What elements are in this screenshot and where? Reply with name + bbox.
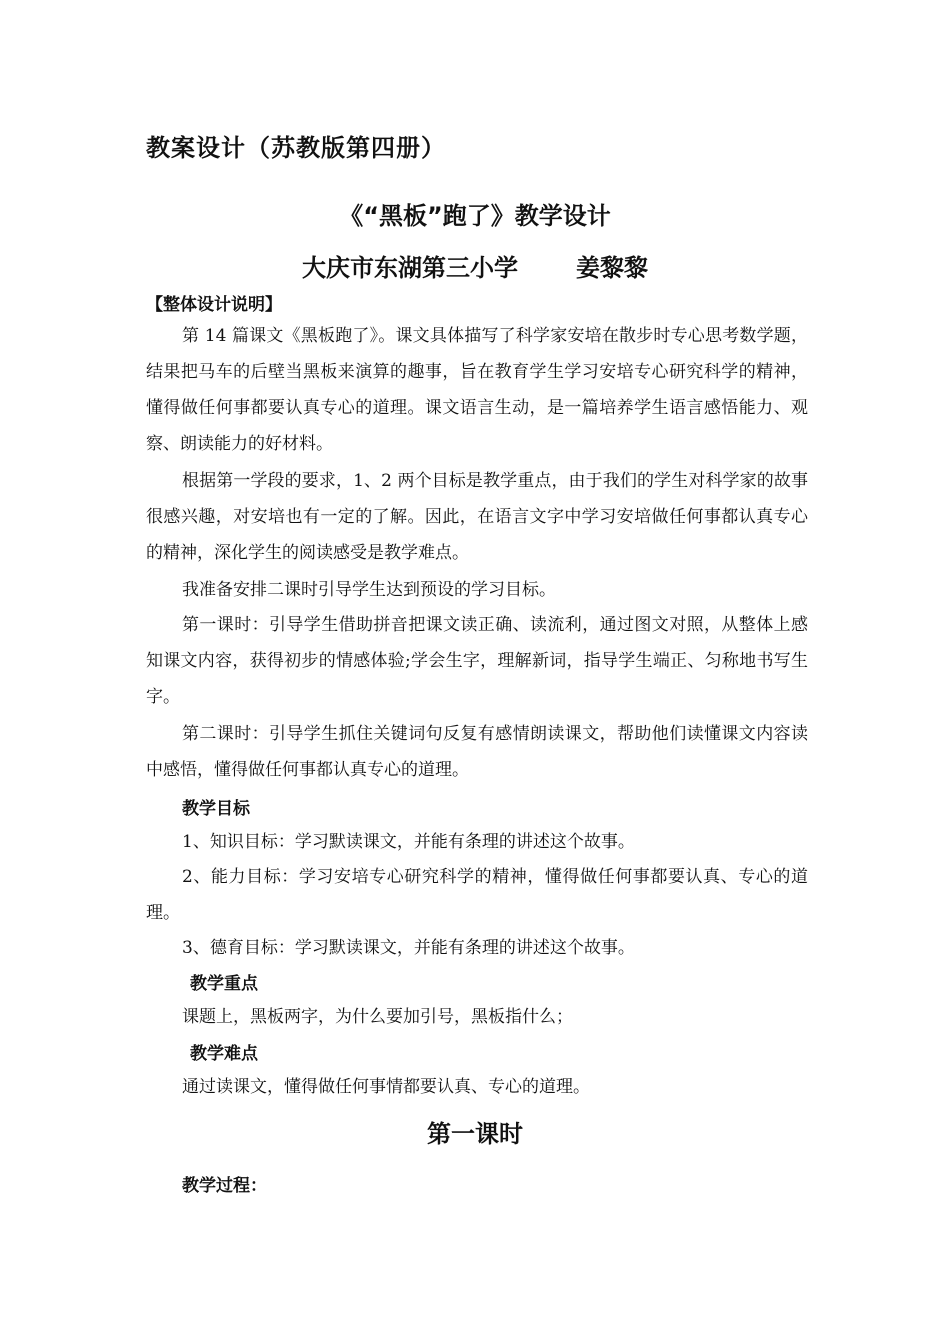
paragraph-plan: 我准备安排二课时引导学生达到预设的学习目标。 [182,580,556,600]
paragraph-focus: 根据第一学段的要求，1、2 两个目标是教学重点，由于我们的学生对科学家的故事很感兴趣，对安培也有一定的了解。因此，在语言文字中学习安培做任何事都认真专心的精神，深化学生的阅读感受是教学难点。 [146,471,808,563]
paragraph-lesson-two: 第二课时：引导学生抓住关键词句反复有感情朗读课文，帮助他们读懂课文内容读中感悟，懂得做任何事都认真专心的道理。 [146,724,808,780]
difficulty-text: 通过读课文，懂得做任何事情都要认真、专心的道理。 [182,1077,590,1097]
lesson-plan-title: 《“黑板”跑了》教学设计 [339,202,611,230]
paragraph-intro: 第 14 篇课文《黑板跑了》。课文具体描写了科学家安培在散步时专心思考数学题，结果把马车的后壁当黑板来演算的趣事，旨在教育学生学习安培专心研究科学的精神，懂得做任何事都要认真专心的道理。课文语言生动，是一篇培养学生语言感悟能力、观察、朗读能力的好材料。 [146,326,808,454]
goal-ability: 2、能力目标：学习安培专心研究科学的精神，懂得做任何事都要认真、专心的道理。 [146,867,808,923]
difficulty-heading: 教学难点 [190,1044,258,1064]
goal-moral: 3、德育目标：学习默读课文，并能有条理的讲述这个故事。 [182,938,635,958]
lesson-one-title: 第一课时 [427,1120,523,1148]
goal-knowledge: 1、知识目标：学习默读课文，并能有条理的讲述这个故事。 [182,832,635,852]
key-points-text: 课题上，黑板两字，为什么要加引号，黑板指什么； [182,1007,573,1027]
document-header: 教案设计（苏教版第四册） [146,134,446,162]
key-points-heading: 教学重点 [190,974,258,994]
overall-design-label: 【整体设计说明】 [146,295,282,315]
author-school: 大庆市东湖第三小学 [302,254,518,282]
teaching-goals-heading: 教学目标 [182,799,250,819]
teaching-process-heading: 教学过程： [182,1176,267,1196]
author-name: 姜黎黎 [576,254,648,282]
paragraph-lesson-one: 第一课时：引导学生借助拼音把课文读正确、读流利，通过图文对照，从整体上感知课文内容，获得初步的情感体验;学会生字，理解新词，指导学生端正、匀称地书写生字。 [146,615,808,707]
author-line [0,248,950,283]
